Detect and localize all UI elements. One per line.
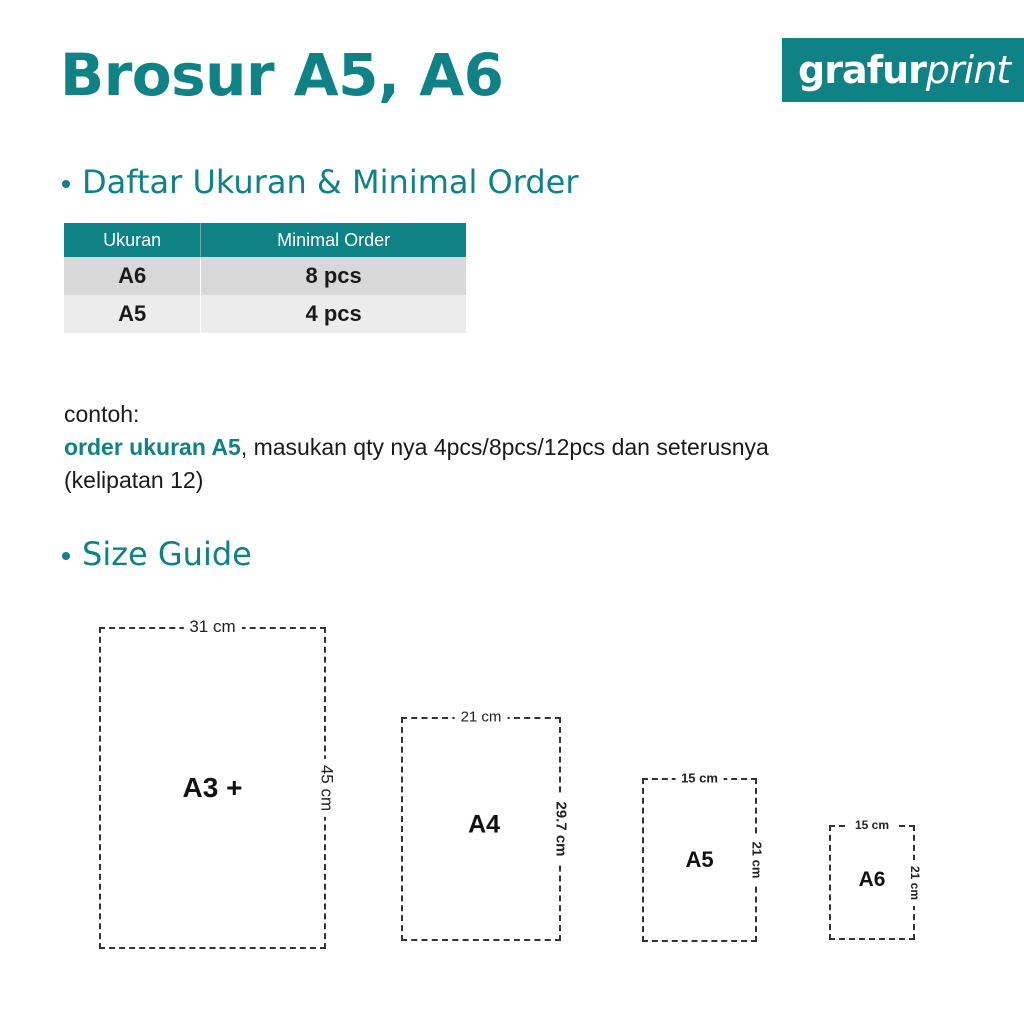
- size-table: [64, 223, 466, 333]
- size-list-heading-text: Daftar Ukuran & Minimal Order: [82, 163, 579, 201]
- size-box-a6: [829, 818, 922, 940]
- cell-min-order: 8 pcs: [201, 257, 466, 295]
- table-header-row: [64, 223, 466, 257]
- size-box-height: 21 cm: [750, 836, 765, 885]
- note-line-2: (kelipatan 12): [64, 467, 204, 493]
- size-box-a4: [401, 708, 570, 941]
- note-label: contoh:: [64, 401, 140, 427]
- cell-min-order: 4 pcs: [201, 295, 466, 333]
- size-box-height: 45 cm: [316, 759, 336, 817]
- size-box-label: A5: [685, 847, 714, 872]
- size-box-width: 31 cm: [183, 617, 241, 637]
- table-row: [64, 257, 466, 295]
- example-note: [64, 398, 964, 497]
- size-box-label: A4: [468, 810, 501, 839]
- logo-text-bold: grafur: [798, 48, 926, 92]
- table-row: [64, 295, 466, 333]
- size-box-height: 21 cm: [908, 859, 922, 905]
- size-box-width: 15 cm: [849, 818, 895, 832]
- brand-logo: [782, 38, 1024, 102]
- note-line: [64, 431, 964, 464]
- size-box-height: 29.7 cm: [553, 795, 570, 862]
- size-guide-heading: [62, 534, 252, 574]
- size-box-label: A6: [858, 868, 886, 892]
- size-box-width: 15 cm: [675, 771, 724, 786]
- note-text: , masukan qty nya 4pcs/8pcs/12pcs dan seterusnya: [240, 434, 769, 460]
- size-list-heading: [62, 162, 578, 202]
- page-title: Brosur A5, A6: [60, 41, 504, 109]
- cell-size: A5: [64, 295, 201, 333]
- size-box-a5: [642, 770, 765, 942]
- size-box-label: A3 +: [182, 772, 243, 803]
- logo-text-light: print: [925, 48, 1011, 92]
- column-header-size: Ukuran: [64, 223, 201, 257]
- note-highlight: order ukuran A5: [64, 434, 241, 460]
- bullet-icon: [62, 552, 70, 560]
- size-box-a3plus: [99, 617, 336, 949]
- column-header-min-order: Minimal Order: [201, 223, 466, 257]
- size-box-width: 21 cm: [455, 709, 508, 726]
- cell-size: A6: [64, 257, 201, 295]
- size-guide-heading-text: Size Guide: [82, 535, 252, 573]
- bullet-icon: [62, 180, 70, 188]
